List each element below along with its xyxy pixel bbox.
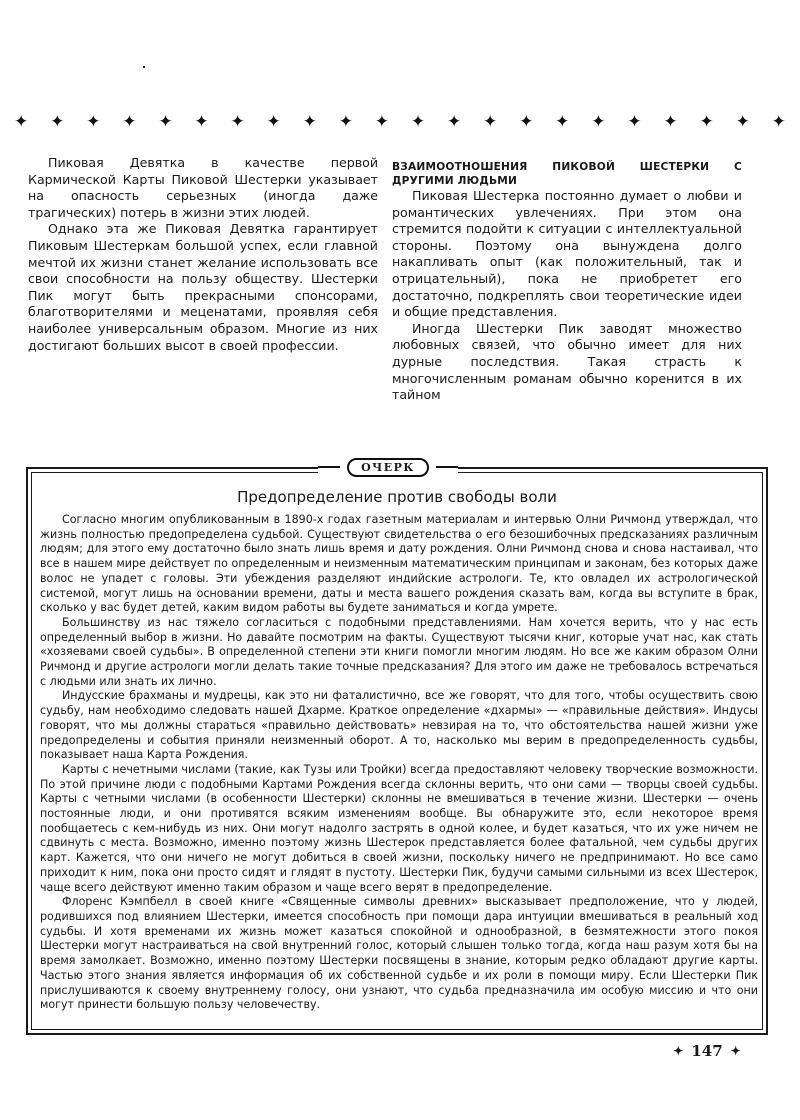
star-ornament-icon: ✦: [663, 112, 678, 132]
badge-line-left: [318, 466, 340, 468]
star-ornament-icon: ✦: [338, 112, 353, 132]
essay-paragraph-5: Флоренс Кэмпбелл в своей книге «Священные символы древних» высказывает предположение, что у людей, родившихся под влиянием Шестерки, имеется способность при помощи дара интуиции вмешиваться в реальный ход судьбы. И хотя временами их жизнь может казаться спокойной и однообразной, в безмятежности этого покоя Шестерки могут настраиваться на свой внутренний голос, который слышен только тогда, когда наш разум хотя бы на время замолкает. Возможно, именно поэтому Шестерки посвящены в знание, которым редко обладают другие карты. Частью этого знания является информация об их собственной судьбе и их роли в помощи миру. Если Шестерки Пик прислушиваются к своему внутреннему голосу, они узнают, что судьба предназначила им особую миссию и что они могут принести большую пользу человечеству.: [40, 895, 758, 1012]
star-ornament-icon: ✦: [735, 112, 750, 132]
star-ornament-icon: ✦: [771, 112, 786, 132]
star-ornament-icon: ✦: [699, 112, 714, 132]
essay-title: Предопределение против свободы воли: [237, 488, 557, 506]
star-ornament-icon: ✦: [158, 112, 173, 132]
star-ornament-icon: ✦: [730, 1044, 741, 1058]
star-ornament-icon: ✦: [627, 112, 642, 132]
star-ornament-icon: ✦: [302, 112, 317, 132]
right-column: [392, 160, 742, 404]
star-ornament-icon: ✦: [122, 112, 137, 132]
essay-badge-label: ОЧЕРК: [347, 458, 429, 477]
left-paragraph-2: Однако эта же Пиковая Девятка гарантирует Пиковым Шестеркам большой успех, если главной мечтой их жизни станет желание использовать все свои способности на пользу обществу. Шестерки Пик могут быть прекрасными спонсорами, благотворителями и меценатами, проявляя себя наиболее универсальным образом. Многие из них достигают больших высот в своей профессии.: [28, 221, 378, 353]
stray-dot: [143, 66, 145, 68]
section-heading: ВЗАИМООТНОШЕНИЯ ПИКОВОЙ ШЕСТЕРКИ С ДРУГИМИ ЛЮДЬМИ: [392, 161, 742, 187]
essay-body: [40, 513, 758, 1013]
essay-badge: [318, 456, 458, 478]
badge-line-right: [436, 466, 458, 468]
star-ornament-icon: ✦: [519, 112, 534, 132]
star-ornament-icon: ✦: [483, 112, 498, 132]
star-ornament-icon: ✦: [14, 112, 29, 132]
left-column: [28, 155, 378, 354]
star-ornament-icon: ✦: [86, 112, 101, 132]
star-ornament-icon: ✦: [555, 112, 570, 132]
star-ornament-icon: ✦: [374, 112, 390, 132]
right-paragraph-1: Пиковая Шестерка постоянно думает о любви и романтических увлечениях. При этом она стремится подойти к ситуации с интеллектуальной стороны. Поэтому она вынуждена долго накапливать опыт (как положительный, так и отрицательный), пока не приобретет его достаточно, подкреплять свои теоретические идеи и общие представления.: [392, 188, 742, 320]
essay-paragraph-2: Большинству из нас тяжело согласиться с подобными представлениями. Нам хочется верить, что у нас есть определенный выбор в жизни. Но давайте посмотрим на факты. Существуют тысячи книг, которые учат нас, как стать «хозяевами своей судьбы». В определенной степени эти книги помогли многим людям. Но все же каким образом Олни Ричмонд и другие астрологи могли делать такие точные предсказания? Для этого им даже не требовалось встречаться с людьми или знать их лично.: [40, 615, 758, 688]
ornament-row: [14, 112, 786, 132]
page-number: 147: [691, 1042, 723, 1060]
star-ornament-icon: ✦: [673, 1044, 684, 1058]
page-footer: [652, 1040, 762, 1062]
star-ornament-icon: ✦: [50, 112, 65, 132]
star-ornament-icon: ✦: [230, 112, 245, 132]
star-ornament-icon: ✦: [266, 112, 281, 132]
star-ornament-icon: ✦: [194, 112, 209, 132]
star-ornament-icon: ✦: [591, 112, 606, 132]
essay-paragraph-1: Согласно многим опубликованным в 1890-х годах газетным материалам и интервью Олни Ричмонд утверждал, что жизнь полностью предопределена судьбой. Существуют свидетельства о его безошибочных предсказаниях различным людям; для этого ему достаточно было знать лишь время и дату рождения. Олни Ричмонд снова и снова настаивал, что все в нашем мире действует по определенным и неизменным математическим принципам и законам, без которых даже волос не упадет с головы. Эти убеждения разделяют индийские астрологи. Те, кто овладел их астрологической системой, могут лишь на основании времени, даты и места вашего рождения сказать вам, когда вы вступите в брак, сколько у вас будет детей, каким видом работы вы будете заниматься и когда умрете.: [40, 513, 758, 615]
left-paragraph-1: Пиковая Девятка в качестве первой Кармической Карты Пиковой Шестерки указывает на опасность серьезных (иногда даже трагических) потерь в жизни этих людей.: [28, 155, 378, 220]
star-ornament-icon: ✦: [410, 112, 426, 132]
right-paragraph-2: Иногда Шестерки Пик заводят множество любовных связей, что обычно имеет для них дурные последствия. Такая страсть к многочисленным романам обычно коренится в их тайном: [392, 320, 742, 403]
essay-paragraph-4: Карты с нечетными числами (такие, как Тузы или Тройки) всегда предоставляют человеку творческие возможности. По этой причине люди с подобными Картами Рождения всегда склонны верить, что они сами — творцы своей судьбы. Карты с четными числами (в особенности Шестерки) склонны не вмешиваться в течение жизни. Шестерки — очень постоянные люди, и они противятся всяким изменениям вообще. Вы обнаружите это, если некоторое время пообщаетесь с кем-нибудь из них. Они могут надолго застрять в одной колее, и будет казаться, что их уже ничем не сдвинуть с места. Возможно, именно поэтому жизнь Шестерок представляется более фатальной, чем судьбы других карт. Кажется, что они ничего не могут добиться в своей жизни, поскольку ничего не предпринимают. Но все само приходит к ним, пока они просто сидят и глядят в пустоту. Шестерки Пик, будучи самыми сильными из всех Шестерок, чаще всего действуют именно таким образом и чаще всего верят в предопределение.: [40, 762, 758, 894]
essay-paragraph-3: Индусские брахманы и мудрецы, как это ни фаталистично, все же говорят, что для того, чтобы осуществить свою судьбу, нам необходимо следовать нашей Дхарме. Краткое определение «дхармы» — «правильные действия». Индусы говорят, что мы должны стараться «правильно действовать» невзирая на то, что обстоятельства нашей жизни уже предопределены и события приняли неизменный оборот. А то, насколько мы верим в предопределенность судьбы, показывает наша Карта Рождения.: [40, 689, 758, 762]
star-ornament-icon: ✦: [446, 112, 462, 132]
